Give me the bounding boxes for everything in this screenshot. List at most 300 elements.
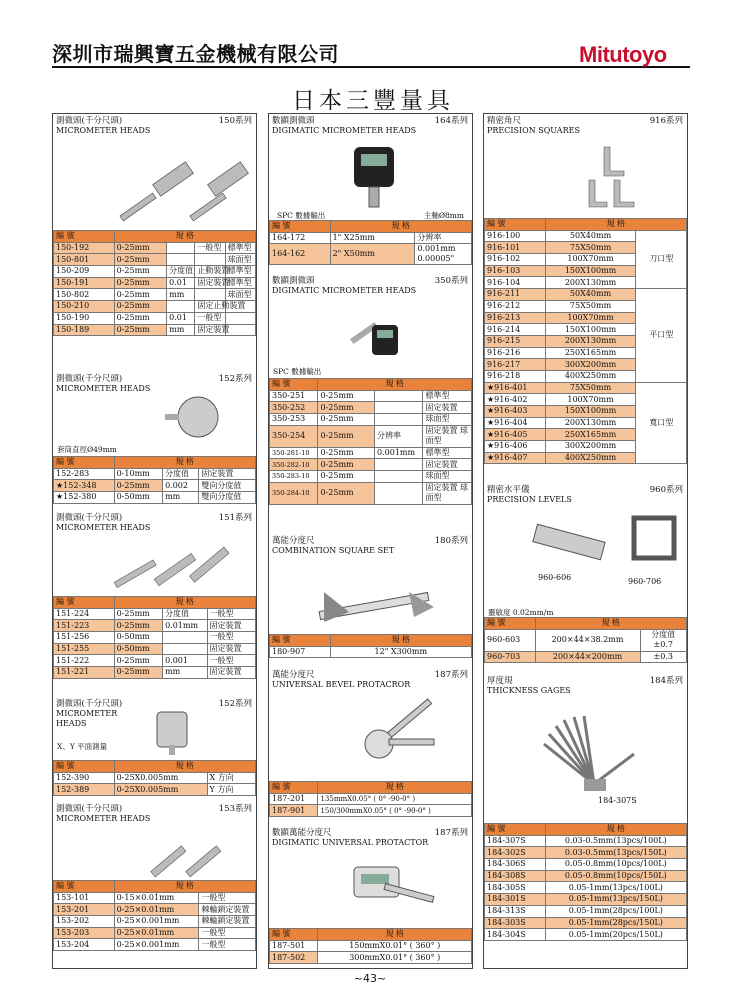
cell-size: 75X50mm [545,300,636,312]
cell-size: 200X130mm [545,277,636,289]
cell-type: 固定裝置 [207,667,256,679]
cell-subtype: 標準型 [225,277,255,289]
table-row-code: 916-100 [485,230,546,242]
table-row-code: 916-211 [485,289,546,301]
cell-div: mm [167,289,195,301]
table-row-code: 916-217 [485,359,546,371]
cell-subtype: 球面型 [225,254,255,266]
cell-spec: 0.05-0.8mm(10pcs/100L) [545,859,686,871]
table-row-code: 150-190 [54,312,115,324]
company-name: 深圳市瑞興寶五金機械有限公司 [52,42,339,66]
series-label: 916系列 [649,116,683,126]
cell-spec: 0.05-1mm(28pcs/100L) [545,905,686,917]
cell-size: 75X50mm [545,382,636,394]
table-row-code: 916-104 [485,277,546,289]
cell-size: 75X50mm [545,242,636,254]
table-350 [269,378,472,505]
th-spec: 規 格 [545,824,686,836]
section-title-en: COMBINATION SQUARE SET [272,546,395,555]
cell-range: 0-25mm [114,620,162,632]
cell-div [167,254,195,266]
page-number: ~43~ [353,972,387,985]
table-row-code: 151-222 [54,655,115,667]
table-row-code: 350-252 [270,402,318,414]
cell-div: mm [163,667,207,679]
table-row-code: 150-801 [54,254,115,266]
cell-spec: 0.05-0.8mm(10pcs/150L) [545,870,686,882]
th-spec: 規 格 [318,929,472,941]
cell-size: 50X40mm [545,289,636,301]
table-960 [484,617,687,663]
cell-type [195,254,225,266]
cell-type [195,289,225,301]
table-row-code: 916-214 [485,324,546,336]
table-916 [484,218,687,464]
cell-size: 300X200mm [545,359,636,371]
cell-type: 一般型 [199,892,256,904]
section-title-cn: 測微頭(千分尺頭) [56,804,123,814]
cell-spec: 0.05-1mm(20pcs/150L) [545,929,686,941]
cell-range: 0-25mm [318,390,375,402]
cell-range: 0-25mm [318,402,375,414]
th-spec: 規 格 [114,881,255,893]
cell-spec: 150/300mmX0.05° ( 0° -90-0° ) [318,805,472,817]
section-180 [269,534,472,657]
th-code: 編 號 [270,782,318,794]
series-label: 152系列 [218,699,252,709]
cell-div: 分度值 [167,266,195,278]
cell-size: 250X165mm [545,429,636,441]
table-150 [53,230,256,336]
cell-range: 0-25mm [114,301,167,313]
table-row-code: 150-802 [54,289,115,301]
section-153 [53,802,256,949]
cell-range: 0-25mm [318,471,375,483]
table-row-code: 350-283-10 [270,471,318,483]
section-152b [53,697,256,794]
table-row-code: 153-101 [54,892,115,904]
cell-range: 0-25mm [318,447,375,459]
precision-levels-image [524,513,684,573]
cell-range: 0-25mm [114,480,162,492]
micrometer-heads-image [113,142,253,232]
table-187a [269,781,472,817]
cell-type: 固定裝置 [207,620,256,632]
cell-type: 固定止動裝置 [195,301,225,313]
spc-note: SPC 數據輸出 [273,367,322,376]
section-151 [53,511,256,677]
table-row-code: 350-281-10 [270,447,318,459]
cell-range: 0-25mm [114,289,167,301]
cell-subtype: 球面型 [225,289,255,301]
section-916 [484,114,687,463]
section-150 [53,114,256,334]
type-knife-edge: 刀口型 [636,230,687,288]
table-row-code: 350-253 [270,414,318,426]
series-label: 180系列 [434,536,468,546]
cell-range: 0-10mm [114,468,162,480]
cell-range: 0-25mm [318,482,375,504]
brand-logo: Mitutoyo [579,42,667,67]
xy-note: X、Y 平面測量 [57,742,108,751]
table-184 [484,823,687,941]
digimatic-head-image [339,142,409,212]
cell-type: 一般型 [207,608,256,620]
sensitivity-note: 靈敏度 0.02mm/m [488,608,554,617]
table-row-code: 187-501 [270,940,318,952]
section-title-en: UNIVERSAL BEVEL PROTACROR [272,680,411,689]
table-row-code: 916-101 [485,242,546,254]
table-row-code: 184-303S [485,917,546,929]
section-title-en: DIGIMATIC UNIVERSAL PROTACTOR [272,838,429,847]
cell-size: 300X200mm [545,441,636,453]
sleeve-note: 套筒直徑Ø49mm [57,445,117,454]
cell-div: 0.001 [163,655,207,667]
cell-type: 固定裝置 球面型 [423,482,472,504]
section-title-en: MICROMETER HEADS [56,384,151,393]
cell-spec: 300mmX0.01° ( 360° ) [318,952,472,964]
table-row-code: 153-202 [54,916,115,928]
th-code: 編 號 [270,221,331,233]
cell-div: ±0.3 [640,651,686,663]
th-spec: 規 格 [318,782,472,794]
cell-res [375,390,423,402]
table-row-code: 184-313S [485,905,546,917]
table-row-code: 164-172 [270,232,331,244]
table-row-code: 153-203 [54,927,115,939]
thickness-gage-image [534,714,654,794]
cell-size: 400X250mm [545,370,636,382]
table-row-code: ★916-404 [485,417,546,429]
th-code: 編 號 [485,219,546,231]
image-label: 960-706 [628,577,662,586]
section-187b [269,826,472,962]
cell-type: 棘輪鎖定裝置 [199,904,256,916]
cell-res: 0.001mm [375,447,423,459]
cell-size: 200X130mm [545,417,636,429]
cell-type: 一般型 [199,939,256,951]
table-180 [269,634,472,658]
table-row-code: 184-305S [485,882,546,894]
cell-range: 0-15×0.01mm [114,892,199,904]
micrometer-head-image [163,392,233,442]
table-187b [269,928,472,964]
series-label: 153系列 [218,804,252,814]
type-wide: 寬口型 [636,382,687,464]
type-flat: 平口型 [636,289,687,383]
cell-size: 400X250mm [545,452,636,464]
cell-type: 固定裝置 [423,402,472,414]
section-title-cn: 萬能分度尺 [272,536,315,546]
table-row-code: 184-307S [485,835,546,847]
cell-div: 0.01 [167,312,195,324]
th-code: 編 號 [54,231,115,243]
cell-range: 2" X50mm [330,244,415,265]
table-row-code: 151-224 [54,608,115,620]
section-title-cn: 數顯測微頭 [272,116,315,126]
table-row-code: 350-284-10 [270,482,318,504]
image-label: 184-307S [598,796,637,805]
cell-type: 一般型 [199,927,256,939]
cell-spec: 0.05-1mm(13pcs/150L) [545,894,686,906]
section-title-en: MICROMETER HEADS [56,814,151,823]
table-row-code: 184-301S [485,894,546,906]
table-152b [53,760,256,796]
table-row-code: 151-255 [54,643,115,655]
precision-square-image [584,142,644,212]
table-row-code: 151-256 [54,632,115,644]
th-code: 編 號 [485,618,536,630]
cell-size: 150X100mm [545,406,636,418]
digimatic-head-image [344,300,404,365]
cell-subtype: 標準型 [225,242,255,254]
series-label: 152系列 [218,374,252,384]
section-title-en: PRECISION SQUARES [487,126,580,135]
cell-range: 0-25mm [114,324,167,336]
table-164 [269,220,472,265]
table-row-code: 152-283 [54,468,115,480]
th-spec: 規 格 [545,219,686,231]
cell-res [375,482,423,504]
section-164 [269,114,472,264]
cell-div [167,242,195,254]
page-title: 日本三豐量具 [292,88,454,114]
section-title-en: MICROMETER HEADS [56,523,151,532]
series-label: 184系列 [649,676,683,686]
column-2 [268,113,473,969]
section-title-cn: 萬能分度尺 [272,670,315,680]
cell-type: 一般型 [195,242,225,254]
cell-div: 0.01mm [163,620,207,632]
spindle-note: 主軸Ø8mm [423,211,464,220]
cell-type: 一般型 [207,632,256,644]
cell-spec: 0.03-0.5mm(13pcs/100L) [545,835,686,847]
cell-type: 固定裝置 [195,277,225,289]
th-spec: 規 格 [114,597,255,609]
cell-div: 0.002 [163,480,199,492]
table-row-code: ★152-348 [54,480,115,492]
cell-size: 200X130mm [545,335,636,347]
section-title-en: THICKNESS GAGES [487,686,571,695]
series-label: 164系列 [434,116,468,126]
cell-res: 0.001mm 0.00005" [415,244,472,265]
cell-div: mm [167,324,195,336]
cell-range: 0-25×0.001mm [114,939,199,951]
section-184 [484,674,687,939]
cell-size: 200×44×38.2mm [535,629,640,651]
table-row-code: 350-254 [270,425,318,447]
th-code: 編 號 [270,635,331,647]
table-row-code: 350-251 [270,390,318,402]
cell-range: 0-25mm [114,277,167,289]
bevel-protractor-image [329,694,439,774]
table-row-code: ★152-380 [54,492,115,504]
cell-range: 0-25mm [318,425,375,447]
cell-type: 球面型 [423,471,472,483]
cell-type: X 方向 [207,772,256,784]
cell-spec: 135mmX0.05° ( 0° -90-0° ) [318,793,472,805]
table-row-code: 153-204 [54,939,115,951]
micrometer-heads-image [143,828,233,878]
section-350 [269,274,472,503]
cell-size: 250X165mm [545,347,636,359]
cell-type: 棘輪鎖定裝置 [199,916,256,928]
th-spec: 規 格 [114,761,255,773]
cell-subtype [225,324,255,336]
section-187a [269,668,472,815]
table-row-code: 180-907 [270,646,331,658]
cell-range: 0-50mm [114,643,162,655]
column-3 [483,113,688,969]
table-row-code: 151-221 [54,667,115,679]
section-152a [53,372,256,502]
cell-type: 標準型 [423,390,472,402]
cell-size: 50X40mm [545,230,636,242]
cell-spec: 0.05-1mm(13pcs/100L) [545,882,686,894]
table-152a [53,456,256,504]
table-row-code: 187-201 [270,793,318,805]
micrometer-heads-image [103,537,243,597]
cell-type: 一般型 [195,312,225,324]
table-153 [53,880,256,951]
table-row-code: 184-306S [485,859,546,871]
cell-range: 0-25mm [114,242,167,254]
table-row-code: 916-103 [485,265,546,277]
cell-range: 0-25X0.005mm [114,772,207,784]
cell-range: 0-50mm [114,632,162,644]
section-title-en: MICROMETER HEADS [56,709,118,728]
table-row-code: 187-901 [270,805,318,817]
table-row-code: 187-502 [270,952,318,964]
th-spec: 規 格 [535,618,687,630]
cell-size: 150X100mm [545,324,636,336]
section-title-en: PRECISION LEVELS [487,495,572,504]
table-row-code: 916-216 [485,347,546,359]
image-label: 960-606 [538,573,572,582]
table-row-code: 916-213 [485,312,546,324]
section-title-cn: 測微頭(千分尺頭) [56,513,123,523]
digital-protractor-image [339,852,439,922]
cell-type: 雙向分度值 [199,492,256,504]
table-row-code: ★916-402 [485,394,546,406]
table-row-code: 164-162 [270,244,331,265]
table-row-code: 916-218 [485,370,546,382]
table-row-code: ★916-405 [485,429,546,441]
th-code: 編 號 [54,597,115,609]
cell-res [375,402,423,414]
cell-range: 0-25×0.01mm [114,927,199,939]
cell-range: 0-25mm [318,414,375,426]
combination-square-image [309,562,439,632]
cell-res: 分辨率 [375,425,423,447]
cell-range: 0-25×0.001mm [114,916,199,928]
cell-type: 固定裝置 [195,324,225,336]
section-title-en: MICROMETER HEADS [56,126,151,135]
cell-size: 200×44×200mm [535,651,640,663]
section-title-cn: 測微頭(千分尺頭) [56,699,123,709]
th-spec: 規 格 [318,379,472,391]
section-title-en: DIGIMATIC MICROMETER HEADS [272,286,417,295]
cell-range: 0-25×0.01mm [114,904,199,916]
table-row-code: 150-191 [54,277,115,289]
table-row-code: 184-302S [485,847,546,859]
cell-type: 雙向分度值 [199,480,256,492]
cell-subtype: 標準型 [225,266,255,278]
series-label: 187系列 [434,828,468,838]
table-row-code: 150-209 [54,266,115,278]
cell-size: 100X70mm [545,394,636,406]
cell-type: 固定裝置 [423,459,472,471]
section-title-cn: 數顯測微頭 [272,276,315,286]
th-code: 編 號 [54,881,115,893]
section-title-cn: 精密水平儀 [487,485,530,495]
table-row-code: ★916-401 [485,382,546,394]
series-label: 151系列 [218,513,252,523]
cell-div: 分度值 ±0.7 [640,629,686,651]
section-title-cn: 精密角尺 [487,116,522,126]
th-code: 編 號 [54,457,115,469]
table-row-code: 916-215 [485,335,546,347]
table-row-code: 184-304S [485,929,546,941]
table-row-code: 960-703 [485,651,536,663]
cell-subtype [225,312,255,324]
section-title-en: DIGIMATIC MICROMETER HEADS [272,126,417,135]
table-row-code: ★916-407 [485,452,546,464]
section-title-cn: 測微頭(千分尺頭) [56,116,123,126]
series-label: 150系列 [218,116,252,126]
table-row-code: 151-223 [54,620,115,632]
cell-spec: 0.05-1mm(28pcs/150L) [545,917,686,929]
table-row-code: ★916-403 [485,406,546,418]
cell-type: 固定裝置 [207,643,256,655]
cell-div [163,632,207,644]
cell-type: 止動裝置 [195,266,225,278]
cell-type: 一般型 [207,655,256,667]
table-151 [53,596,256,679]
th-code: 編 號 [270,929,318,941]
cell-range: 0-25mm [114,608,162,620]
cell-type: 固定裝置 [199,468,256,480]
series-label: 350系列 [434,276,468,286]
th-spec: 規 格 [330,635,471,647]
table-row-code: 152-389 [54,784,115,796]
spc-note: SPC 數據輸出 [277,211,326,220]
cell-spec: 12" X300mm [330,646,471,658]
th-code: 編 號 [54,761,115,773]
cell-range: 0-25mm [114,266,167,278]
cell-range: 0-25mm [114,667,162,679]
cell-size: 100X70mm [545,312,636,324]
cell-size: 100X70mm [545,254,636,266]
series-label: 960系列 [649,485,683,495]
column-1 [52,113,257,969]
table-row-code: 916-212 [485,300,546,312]
table-row-code: 152-390 [54,772,115,784]
cell-div [167,301,195,313]
cell-res [375,414,423,426]
table-row-code: 150-192 [54,242,115,254]
cell-spec: 0.03-0.5mm(13pcs/150L) [545,847,686,859]
section-title-cn: 測微頭(千分尺頭) [56,374,123,384]
cell-res: 分辨率 [415,232,472,244]
cell-range: 0-25mm [114,312,167,324]
cell-range: 0-25mm [114,254,167,266]
table-row-code: 153-201 [54,904,115,916]
cell-range: 0-25X0.005mm [114,784,207,796]
cell-range: 0-25mm [318,459,375,471]
cell-spec: 150mmX0.01° ( 360° ) [318,940,472,952]
table-row-code: 184-308S [485,870,546,882]
